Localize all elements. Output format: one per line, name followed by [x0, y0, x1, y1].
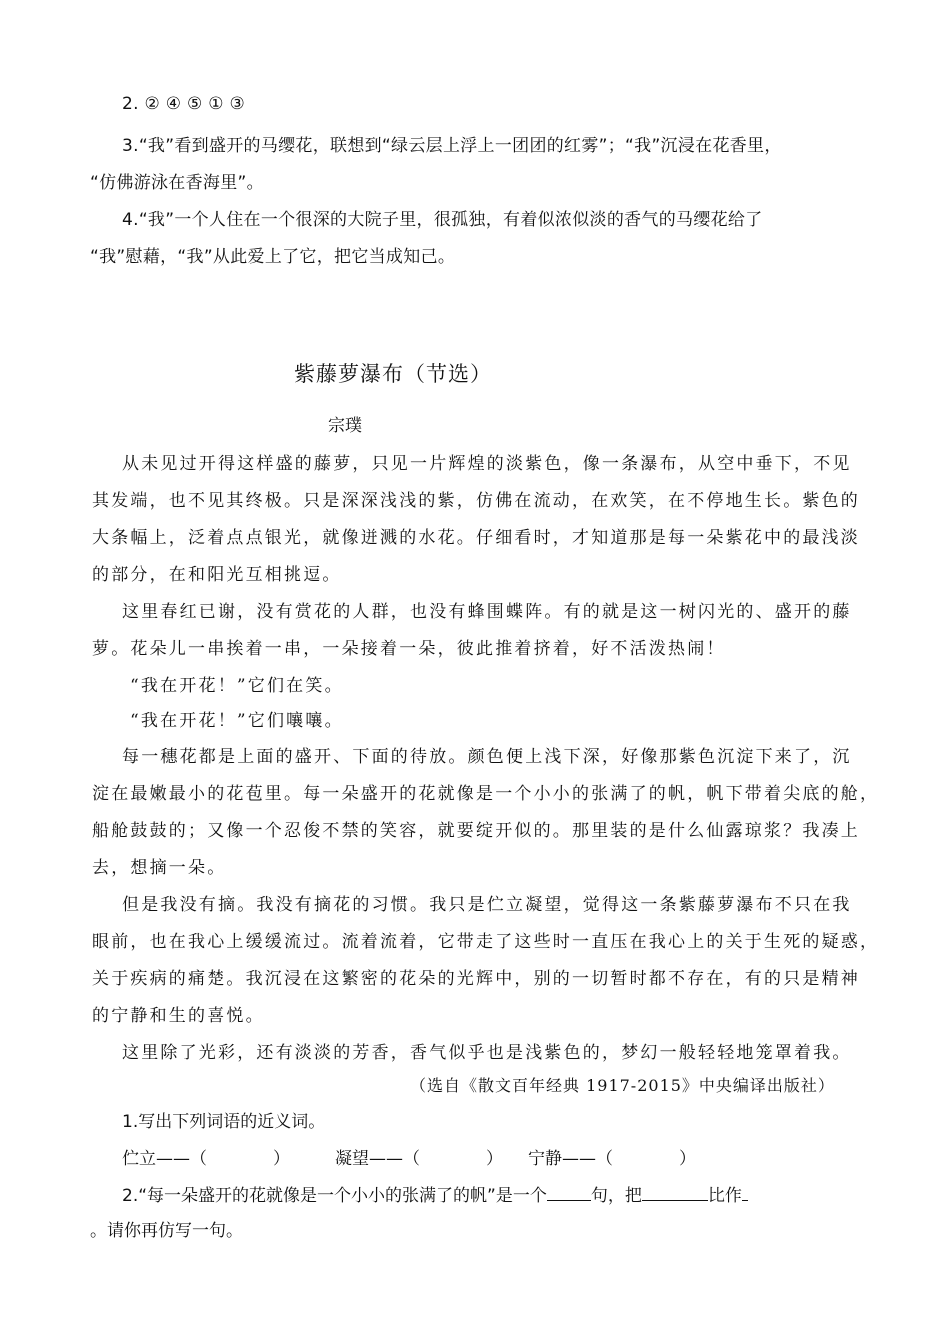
- synonym-word: 伫立——（: [122, 1149, 207, 1169]
- article-line: 眼前，也在我心上缓缓流过。流着流着，它带走了这些时一直压在我心上的关于生死的疑惑，: [92, 932, 880, 952]
- question-2: [122, 1181, 748, 1206]
- article-line: 大条幅上，泛着点点银光，就像迸溅的水花。仔细看时，才知道那是每一朵紫花中的最浅淡: [92, 528, 860, 548]
- synonym-word: 宁静——（: [528, 1149, 613, 1169]
- synonym-close: ）: [486, 1149, 503, 1169]
- article-line: 关于疾病的痛楚。我沉浸在这繁密的花朵的光辉中，别的一切暂时都不存在，有的只是精神: [92, 969, 860, 989]
- article-line: 这里除了光彩，还有淡淡的芳香，香气似乎也是浅紫色的，梦幻一般轻轻地笼罩着我。: [122, 1043, 852, 1063]
- article-line: 淀在最嫩最小的花苞里。每一朵盛开的花就像是一个小小的张满了的帆，帆下带着尖底的舱，: [92, 784, 880, 804]
- answer-4-line-1: 4.“我”一个人住在一个很深的大院子里，很孤独，有着似浓似淡的香气的马缨花给了: [122, 210, 763, 230]
- answer-4-line-2: “我”慰藉，“我”从此爱上了它，把它当成知己。: [90, 247, 456, 267]
- synonym-close: ）: [273, 1149, 290, 1169]
- article-line: 从未见过开得这样盛的藤萝，只见一片辉煌的淡紫色，像一条瀑布，从空中垂下，不见: [122, 454, 852, 474]
- question-2-part-3: 比作: [707, 1186, 742, 1206]
- synonym-close: ）: [679, 1149, 696, 1169]
- article-line: 去，想摘一朵。: [92, 858, 227, 878]
- article-line: 这里春红已谢，没有赏花的人群，也没有蜂围蝶阵。有的就是这一树闪光的、盛开的藤: [122, 602, 852, 622]
- sentence-type-blank[interactable]: [547, 1184, 591, 1201]
- article-line: 每一穗花都是上面的盛开、下面的待放。颜色便上浅下深，好像那紫色沉淀下来了，沉: [122, 747, 852, 767]
- object-blank[interactable]: [742, 1184, 748, 1201]
- question-1: 1.写出下列词语的近义词。: [122, 1112, 326, 1132]
- synonym-word: 凝望——（: [335, 1149, 420, 1169]
- answer-2: 2. ② ④ ⑤ ① ③: [122, 94, 246, 114]
- question-2-line-2: 。请你再仿写一句。: [90, 1221, 243, 1241]
- article-author: 宗璞: [328, 416, 362, 436]
- question-2-part-1: 2.“每一朵盛开的花就像是一个小小的张满了的帆”是一个: [122, 1186, 547, 1206]
- article-line: 萝。花朵儿一串挨着一串，一朵接着一朵，彼此推着挤着，好不活泼热闹！: [92, 639, 726, 659]
- synonym-item-3: [528, 1144, 696, 1169]
- article-line: “我在开花！”它们在笑。: [130, 676, 344, 696]
- article-source: （选自《散文百年经典 1917-2015》中央编译出版社）: [410, 1076, 835, 1095]
- article-line: 但是我没有摘。我没有摘花的习惯。我只是伫立凝望，觉得这一条紫藤萝瀑布不只在我: [122, 895, 852, 915]
- article-title: 紫藤萝瀑布（节选）: [294, 362, 492, 386]
- article-line: 船舱鼓鼓的；又像一个忍俊不禁的笑容，就要绽开似的。那里装的是什么仙露琼浆？我凑上: [92, 821, 860, 841]
- synonym-item-1: [122, 1144, 290, 1169]
- article-line: 的宁静和生的喜悦。: [92, 1006, 265, 1026]
- answer-3-line-2: “仿佛游泳在香海里”。: [90, 173, 264, 193]
- article-line: 的部分，在和阳光互相挑逗。: [92, 565, 342, 585]
- question-2-part-2: 句，把: [590, 1186, 642, 1206]
- answer-3-line-1: 3.“我”看到盛开的马缨花，联想到“绿云层上浮上一团团的红雾”；“我”沉浸在花香里，: [122, 136, 782, 156]
- subject-blank[interactable]: [642, 1184, 708, 1201]
- article-line: 其发端，也不见其终极。只是深深浅浅的紫，仿佛在流动，在欢笑，在不停地生长。紫色的: [92, 491, 860, 511]
- article-line: “我在开花！”它们嚷嚷。: [130, 711, 344, 731]
- synonym-item-2: [335, 1144, 503, 1169]
